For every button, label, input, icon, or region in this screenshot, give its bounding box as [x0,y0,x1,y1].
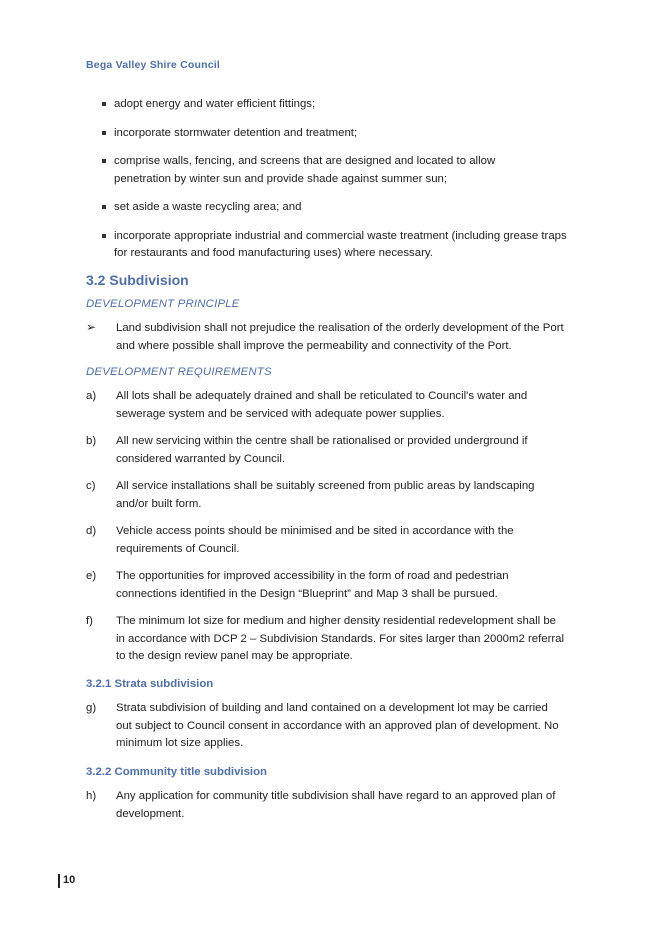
arrow-bullet-icon: ➢ [86,320,97,334]
organisation-header: Bega Valley Shire Council [86,59,220,71]
page-number-divider [58,874,60,888]
item-text: All lots shall be adequately drained and shall be reticulated to Council's water and sewerage system and be serviced with adequate power supplies. [116,390,528,420]
list-item: set aside a waste recycling area; and [100,199,570,217]
strata-heading: 3.2.1 Strata subdivision [86,678,214,690]
item-text: All new servicing within the centre shall be rationalised or provided underground if considered warranted by Council. [116,435,528,465]
principle-item [86,320,566,355]
list-item: adopt energy and water efficient fittings; [100,96,570,114]
item-text: Any application for community title subdivision shall have regard to an approved plan of development. [116,790,556,820]
item-label: g) [86,702,97,714]
requirement-item [86,613,566,666]
item-text: The minimum lot size for medium and higher density residential redevelopment shall be in accordance with DCP 2 – Subdivision Standards. For sites larger than 2000m2 referral to the design review panel may be appropriate. [116,615,565,662]
principle-text: Land subdivision shall not prejudice the realisation of the orderly development of the Port and where possible shall improve the permeability and connectivity of the Port. [116,322,564,352]
item-label: a) [86,390,97,402]
item-text: All service installations shall be suitably screened from public areas by landscaping and/or built form. [116,480,535,510]
item-text: Vehicle access points should be minimised and be sited in accordance with the requirements of Council. [116,525,514,555]
bullet-icon [102,205,106,209]
bullet-icon [102,102,106,106]
bullet-icon [102,159,106,163]
bullet-icon [102,234,106,238]
bullet-icon [102,131,106,135]
item-label: c) [86,480,96,492]
principle-heading: DEVELOPMENT PRINCIPLE [86,298,240,310]
community-heading: 3.2.2 Community title subdivision [86,766,268,778]
item-text: Strata subdivision of building and land contained on a development lot may be carried out subject to Council consent in accordance with an approved plan of development. No minimum lot size applies. [116,702,559,749]
requirements-heading: DEVELOPMENT REQUIREMENTS [86,366,272,378]
community-item [86,788,566,823]
section-title: 3.2 Subdivision [86,272,189,288]
requirement-item [86,523,566,558]
requirement-item [86,433,566,468]
bullet-list [100,96,570,274]
list-item: incorporate stormwater detention and treatment; [100,125,570,143]
item-label: e) [86,570,97,582]
list-item: comprise walls, fencing, and screens that are designed and located to allow penetration by winter sun and provide shade against summer sun; [100,153,570,188]
requirement-item [86,388,566,423]
strata-item [86,700,566,753]
requirement-item [86,568,566,603]
list-item: incorporate appropriate industrial and commercial waste treatment (including grease traps for restaurants and food manufacturing uses) where necessary. [100,228,570,263]
item-text: The opportunities for improved accessibility in the form of road and pedestrian connections identified in the Design “Blueprint” and Map 3 shall be pursued. [116,570,509,600]
item-label: f) [86,615,93,627]
requirement-item [86,478,566,513]
item-label: h) [86,790,97,802]
item-label: b) [86,435,97,447]
page-number: 10 [63,874,76,886]
item-label: d) [86,525,97,537]
